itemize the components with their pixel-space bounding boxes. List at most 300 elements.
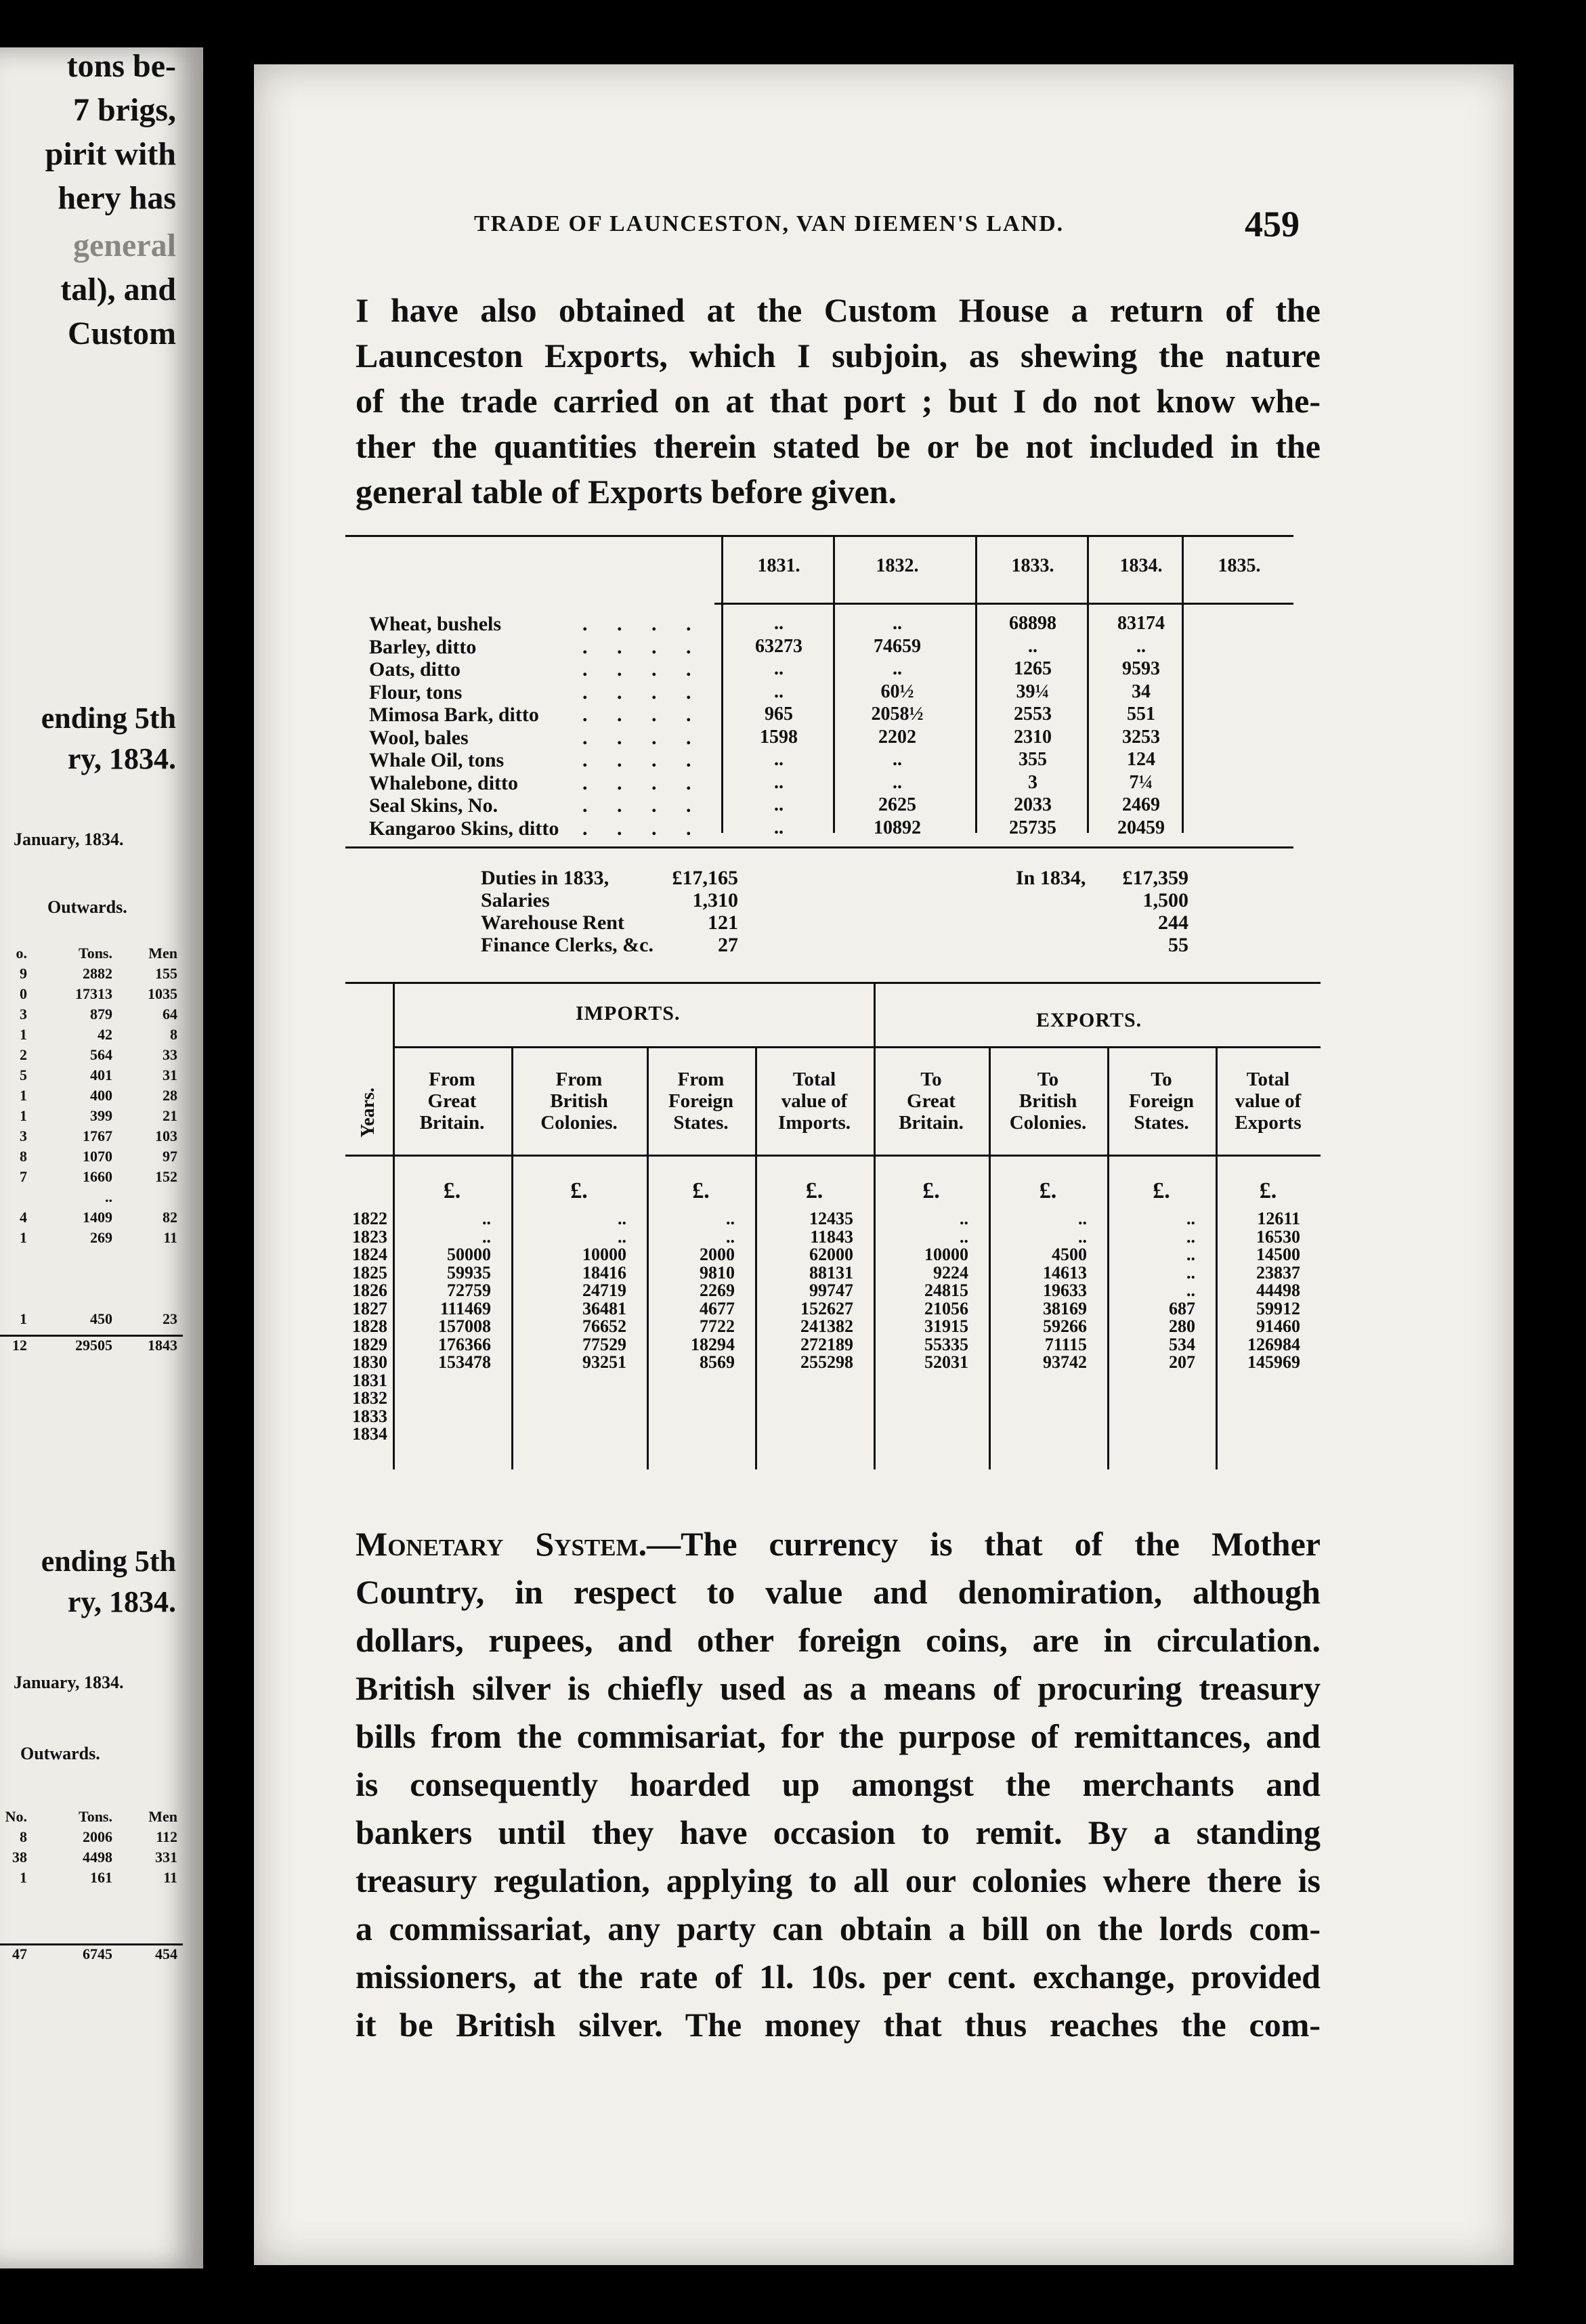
table-row	[0, 1209, 183, 1229]
column-header-line: Imports.	[777, 1112, 851, 1134]
facing-page-line: ending 5th	[41, 1545, 176, 1578]
table-row	[0, 1148, 183, 1168]
facing-page-line: tons be-	[66, 48, 176, 84]
rule	[345, 535, 1293, 537]
year-label: 1833	[352, 1406, 387, 1426]
year-header: 1832.	[876, 555, 919, 576]
text-line: missioners, at the rate of 1l. 10s. per cent. exchange, provided	[356, 1958, 1321, 1996]
table-cell: 450	[90, 1310, 112, 1327]
table-cell: 8	[170, 1026, 177, 1043]
leader-dots: . . . .	[582, 726, 704, 749]
product-label: Whale Oil, tons	[369, 749, 505, 771]
table-cell: ..	[893, 749, 902, 770]
table-cell: ..	[618, 1226, 626, 1247]
year-header: 1835.	[1218, 555, 1261, 576]
table-cell	[123, 1188, 177, 1209]
text-line: is consequently hoarded up amongst the merchants and	[356, 1765, 1321, 1803]
leader-dots: . . . .	[582, 749, 704, 771]
table-cell: 1265	[1014, 658, 1052, 679]
table-cell: 965	[765, 704, 793, 725]
table-cell: 3	[1028, 771, 1037, 793]
rule	[345, 982, 1321, 984]
table-cell: 99747	[809, 1281, 853, 1300]
leader-dots: . . . .	[582, 681, 704, 704]
table-cell: 11843	[810, 1226, 853, 1247]
table-cell: 77529	[582, 1334, 626, 1354]
table-cell: 71115	[1044, 1334, 1087, 1354]
table-cell: ..	[774, 658, 784, 679]
table-cell: 93251	[582, 1352, 626, 1372]
table-cell: 83174	[1117, 613, 1165, 634]
table-cell: 36481	[582, 1298, 626, 1318]
table-cell: 2553	[1014, 704, 1052, 725]
table-cell: 8	[20, 1828, 27, 1845]
year-label: 1832	[352, 1388, 387, 1408]
table-cell: 2310	[1014, 726, 1052, 748]
facing-page-line: pirit with	[45, 136, 176, 172]
table-cell: 2033	[1014, 794, 1052, 815]
table-cell: 399	[90, 1107, 112, 1124]
table-cell: 19633	[1043, 1281, 1087, 1300]
table-row	[0, 1249, 183, 1270]
table-cell: 551	[1127, 704, 1155, 725]
facing-page-date: January, 1834.	[14, 1673, 124, 1692]
text-line: British silver is chiefly used as a means of procuring treasury	[356, 1669, 1321, 1707]
table-cell: 23837	[1256, 1262, 1300, 1283]
table-cell	[38, 1270, 112, 1290]
table-cell: 11	[163, 1869, 177, 1886]
page-number: 459	[1245, 204, 1300, 244]
column-header-line: Britain.	[419, 1112, 485, 1134]
table-cell	[38, 1290, 112, 1310]
year-label: 1829	[352, 1334, 387, 1354]
column-header	[755, 1069, 874, 1134]
table-cell: 59912	[1256, 1298, 1300, 1318]
column-header-line: Foreign	[668, 1090, 734, 1112]
table-cell: 24815	[924, 1281, 968, 1300]
table-cell: 269	[90, 1229, 112, 1246]
column-rule	[874, 982, 876, 1469]
table-cell: 9224	[933, 1262, 968, 1283]
product-label: Oats, ditto	[369, 658, 460, 681]
table-cell: ..	[1186, 1262, 1195, 1283]
table-cell: 4500	[1052, 1245, 1087, 1264]
year-label: 1834	[352, 1424, 387, 1444]
table-cell: 50000	[447, 1245, 491, 1264]
table-cell: 24719	[582, 1281, 626, 1300]
column-header-line: British	[550, 1090, 608, 1112]
leader-dots: . . . .	[582, 817, 704, 840]
table-cell: 44498	[1256, 1281, 1300, 1300]
leader-dots: . . . .	[582, 613, 704, 635]
table-cell	[38, 1249, 112, 1270]
table-cell: 124	[1127, 749, 1155, 770]
table-row	[0, 1270, 183, 1290]
table-cell	[0, 1270, 27, 1290]
table-cell: 59266	[1043, 1316, 1087, 1336]
table-cell: ..	[774, 613, 784, 634]
table-cell: 52031	[924, 1352, 968, 1372]
table-cell: 4	[20, 1209, 27, 1226]
column-header	[1107, 1069, 1216, 1134]
table-cell: 10000	[582, 1245, 626, 1264]
currency-symbol: £.	[1153, 1178, 1170, 1203]
exports-group-label: EXPORTS.	[1036, 1009, 1142, 1031]
table-row	[0, 1127, 183, 1148]
table-cell: 2469	[1122, 794, 1160, 815]
table-cell: 2882	[83, 965, 112, 982]
table-cell: 1409	[83, 1209, 112, 1226]
table-row	[0, 1828, 183, 1849]
table-cell: 18416	[582, 1262, 626, 1283]
year-header: 1834.	[1119, 555, 1163, 576]
table-cell: 31	[163, 1067, 177, 1083]
product-label: Flour, tons	[369, 681, 463, 704]
currency-symbol: £.	[570, 1178, 588, 1203]
table-cell: 8569	[700, 1352, 735, 1372]
column-header-line: To	[1037, 1069, 1059, 1090]
table-cell: 14613	[1043, 1262, 1087, 1283]
currency-symbol: £.	[443, 1178, 461, 1203]
table-cell: 59935	[447, 1262, 491, 1283]
table-cell: 76652	[582, 1316, 626, 1336]
table-cell: 33	[163, 1046, 177, 1063]
table-cell: 241382	[800, 1316, 853, 1336]
table-cell: 60½	[880, 681, 914, 702]
table-cell: 176366	[438, 1334, 491, 1354]
facing-page-table	[0, 1808, 183, 1966]
product-label: Wool, bales	[369, 726, 469, 749]
table-cell: ..	[1078, 1209, 1087, 1228]
facing-page-line: Custom	[67, 316, 176, 351]
table-cell: ..	[105, 1188, 112, 1205]
table-row	[0, 1290, 183, 1310]
table-cell: 152627	[800, 1298, 853, 1318]
table-row	[0, 1026, 183, 1046]
text-line: general table of Exports before given.	[356, 473, 897, 511]
facing-page-line: general	[73, 228, 176, 263]
table-cell: ..	[482, 1226, 491, 1247]
facing-page	[0, 47, 203, 2268]
column-header	[511, 1069, 647, 1134]
table-row	[0, 985, 183, 1006]
table-cell: ..	[893, 613, 902, 634]
table-cell: 88131	[809, 1262, 853, 1283]
column-header-line: Foreign	[1128, 1090, 1195, 1112]
table-cell: 355	[1019, 749, 1047, 770]
rule	[345, 846, 1293, 848]
table-cell: ..	[960, 1209, 968, 1228]
table-cell	[0, 1290, 27, 1310]
table-cell: 21056	[924, 1298, 968, 1318]
table-cell: 8	[20, 1148, 27, 1165]
table-cell: 9810	[700, 1262, 735, 1283]
year-label: 1830	[352, 1352, 387, 1372]
column-header-line: value of	[781, 1090, 848, 1112]
table-total-row: 47 6745 454	[0, 1943, 183, 1966]
facing-page-line: ending 5th	[41, 702, 176, 735]
rule	[345, 1155, 1321, 1157]
text-line: of the trade carried on at that port ; but I do not know whe-	[356, 382, 1321, 420]
table-row	[0, 1229, 183, 1249]
table-cell: 1	[20, 1087, 27, 1104]
facing-page-outwards: Outwards.	[20, 1744, 100, 1763]
table-cell: 12435	[809, 1209, 853, 1228]
column-header-line: States.	[1134, 1112, 1189, 1134]
table-cell: 20459	[1117, 817, 1165, 838]
table-cell: 255298	[800, 1352, 853, 1372]
facing-page-line: 7 brigs,	[72, 92, 176, 128]
facing-page-line: hery has	[58, 180, 176, 216]
table-row	[0, 965, 183, 985]
table-cell: ..	[482, 1209, 491, 1228]
table-cell: ..	[774, 771, 784, 793]
column-header-line: Britain.	[899, 1112, 964, 1134]
rule	[393, 1046, 1321, 1048]
table-cell: 16530	[1256, 1226, 1300, 1247]
table-cell: 153478	[438, 1352, 491, 1372]
year-label: 1831	[352, 1370, 387, 1390]
currency-symbol: £.	[805, 1178, 823, 1203]
table-cell: 1035	[148, 985, 177, 1002]
table-cell: ..	[726, 1209, 735, 1228]
column-rule	[393, 982, 395, 1469]
trade-table	[345, 982, 1321, 1469]
table-cell: 4677	[700, 1298, 735, 1318]
table-cell	[0, 1188, 27, 1209]
year-label: 1825	[352, 1262, 387, 1283]
facing-page-date: January, 1834.	[14, 830, 124, 849]
table-cell: 207	[1169, 1352, 1195, 1372]
table-cell: 93742	[1043, 1352, 1087, 1372]
column-header-line: Colonies.	[1009, 1112, 1087, 1134]
currency-symbol: £.	[922, 1178, 940, 1203]
text-line: treasury regulation, applying to all our colonies where there is	[356, 1862, 1321, 1899]
year-label: 1823	[352, 1226, 387, 1247]
column-header	[1216, 1069, 1321, 1134]
table-cell: 21	[163, 1107, 177, 1124]
table-row	[0, 1849, 183, 1869]
monetary-paragraph	[356, 1520, 1321, 2049]
running-title: TRADE OF LAUNCESTON, VAN DIEMEN'S LAND.	[474, 211, 1065, 236]
table-cell: 91460	[1256, 1316, 1300, 1336]
duty-value: 55	[1168, 934, 1188, 956]
table-cell: 103	[155, 1127, 177, 1144]
table-cell: ..	[893, 771, 902, 793]
table-cell: 97	[163, 1148, 177, 1165]
table-cell: ..	[1078, 1226, 1087, 1247]
table-cell: 0	[20, 985, 27, 1002]
column-header-line: From	[429, 1069, 475, 1090]
table-cell: 34	[1132, 681, 1151, 702]
duty-value: 1,310	[692, 889, 738, 911]
column-header-line: Great	[427, 1090, 477, 1112]
table-cell: 3253	[1122, 726, 1160, 748]
table-cell: 9593	[1122, 658, 1160, 679]
table-cell: 126984	[1247, 1334, 1300, 1354]
table-cell: 2625	[878, 794, 916, 815]
leader-dots: . . . .	[582, 658, 704, 681]
table-cell: ..	[726, 1226, 735, 1247]
table-cell: 63273	[755, 635, 802, 657]
column-header-line: British	[1019, 1090, 1077, 1112]
table-cell: 2058½	[871, 704, 924, 725]
table-cell: 39¼	[1016, 681, 1050, 702]
table-cell: 1070	[83, 1148, 112, 1165]
product-label: Kangaroo Skins, ditto	[369, 817, 559, 840]
column-header	[874, 1069, 989, 1134]
table-cell: 9	[20, 965, 27, 982]
column-header-line: From	[555, 1069, 603, 1090]
text-line: bankers until they have occasion to remit. By a standing	[356, 1813, 1321, 1851]
table-cell: 5	[20, 1067, 27, 1083]
table-cell: ..	[960, 1226, 968, 1247]
column-rule	[721, 535, 723, 833]
years-header: Years.	[358, 1088, 379, 1138]
table-cell: ..	[893, 658, 902, 679]
table-cell: 2	[20, 1046, 27, 1063]
exports-table	[345, 528, 1293, 887]
table-cell: 280	[1169, 1316, 1195, 1336]
table-cell: 3	[20, 1006, 27, 1023]
table-cell: 82	[163, 1209, 177, 1226]
table-cell: 18294	[691, 1334, 735, 1354]
table-cell: 64	[163, 1006, 177, 1023]
table-cell: 1	[20, 1229, 27, 1246]
table-cell: ..	[1136, 635, 1146, 657]
table-cell: 1	[20, 1869, 27, 1886]
table-cell: ..	[1028, 635, 1037, 657]
table-cell: 157008	[438, 1316, 491, 1336]
text-line: it be British silver. The money that thus reaches the com-	[356, 2006, 1321, 2044]
table-cell: 74659	[874, 635, 921, 657]
leader-dots: . . . .	[582, 794, 704, 817]
table-cell: 11	[163, 1229, 177, 1246]
table-cell: ..	[1186, 1245, 1195, 1264]
currency-symbol: £.	[1259, 1178, 1277, 1203]
table-cell: 42	[98, 1026, 112, 1043]
duty-value: 27	[718, 934, 738, 956]
text-line: ther the quantities therein stated be or be not included in the	[356, 427, 1321, 465]
table-cell: 1660	[83, 1168, 112, 1185]
table-header: o. Tons. Men	[16, 945, 177, 962]
duty-value: £17,359	[1122, 867, 1188, 889]
table-cell: 23	[163, 1310, 177, 1327]
table-cell: 2269	[700, 1281, 735, 1300]
table-cell: 55335	[924, 1334, 968, 1354]
table-cell: 161	[90, 1869, 112, 1886]
table-cell: 14500	[1256, 1245, 1300, 1264]
column-header-line: Total	[1246, 1069, 1290, 1090]
table-cell: 10892	[874, 817, 921, 838]
imports-group-label: IMPORTS.	[576, 1002, 681, 1025]
table-cell: 38	[12, 1849, 27, 1866]
table-cell: 400	[90, 1087, 112, 1104]
column-header-line: Total	[792, 1069, 836, 1090]
table-cell: 401	[90, 1067, 112, 1083]
year-header: 1833.	[1011, 555, 1054, 576]
duty-value: 1,500	[1142, 889, 1188, 911]
rule	[714, 603, 1293, 605]
year-label: 1826	[352, 1281, 387, 1300]
column-header-line: States.	[673, 1112, 729, 1134]
column-header-line: Colonies.	[540, 1112, 618, 1134]
table-cell: 687	[1169, 1298, 1195, 1318]
table-cell	[123, 1290, 177, 1310]
table-row	[0, 1107, 183, 1127]
table-cell	[0, 1249, 27, 1270]
text-line: I have also obtained at the Custom House a return of the	[356, 291, 1321, 329]
table-cell: ..	[1186, 1226, 1195, 1247]
text-line: bills from the commisariat, for the purpose of remittances, and	[356, 1717, 1321, 1755]
product-label: Whalebone, ditto	[369, 771, 519, 794]
table-cell: 10000	[924, 1245, 968, 1264]
table-cell: 31915	[924, 1316, 968, 1336]
text-line: Monetary System.—The currency is that of the Mother	[356, 1525, 1321, 1563]
facing-page-line: tal), and	[60, 272, 176, 307]
duties-block	[345, 867, 1293, 962]
table-cell: 564	[90, 1046, 112, 1063]
duty-label: Finance Clerks, &c.	[481, 934, 653, 956]
table-row	[0, 1046, 183, 1067]
table-cell: 1767	[83, 1127, 112, 1144]
table-cell: ..	[618, 1209, 626, 1228]
table-cell: 12611	[1257, 1209, 1300, 1228]
year-label: 1824	[352, 1245, 387, 1264]
table-cell: 145969	[1247, 1352, 1300, 1372]
text-line: Country, in respect to value and denomiration, although	[356, 1573, 1321, 1611]
table-cell: 4498	[83, 1849, 112, 1866]
table-cell: 72759	[447, 1281, 491, 1300]
table-cell: ..	[774, 817, 784, 838]
currency-symbol: £.	[1039, 1178, 1057, 1203]
table-row	[0, 1310, 183, 1331]
facing-page-table	[0, 945, 183, 1357]
intro-paragraph	[356, 288, 1321, 515]
product-label: Wheat, bushels	[369, 613, 502, 635]
year-label: 1827	[352, 1298, 387, 1318]
column-header	[393, 1069, 511, 1134]
column-rule	[833, 535, 835, 833]
column-header	[647, 1069, 755, 1134]
table-cell: 155	[155, 965, 177, 982]
table-row	[0, 1087, 183, 1107]
table-row	[0, 1869, 183, 1889]
table-cell: 7722	[700, 1316, 735, 1336]
table-cell: 28	[163, 1087, 177, 1104]
table-row	[0, 1067, 183, 1087]
table-cell: ..	[774, 681, 784, 702]
table-cell: 112	[156, 1828, 177, 1845]
product-label: Barley, ditto	[369, 635, 477, 658]
leader-dots: . . . .	[582, 635, 704, 658]
table-cell: 534	[1169, 1334, 1195, 1354]
year-label: 1822	[352, 1209, 387, 1228]
column-header-line: To	[920, 1069, 942, 1090]
table-cell: 879	[90, 1006, 112, 1023]
table-cell: 3	[20, 1127, 27, 1144]
table-cell: 17313	[75, 985, 112, 1002]
table-total-row: 12 29505 1843	[0, 1335, 183, 1357]
currency-symbol: £.	[692, 1178, 710, 1203]
table-row	[0, 1006, 183, 1026]
table-cell: 1	[20, 1107, 27, 1124]
facing-page-line: ry, 1834.	[67, 742, 176, 775]
table-cell: ..	[1186, 1281, 1195, 1300]
table-cell: 25735	[1009, 817, 1056, 838]
year-header: 1831.	[757, 555, 800, 576]
duty-value: 244	[1158, 911, 1188, 934]
